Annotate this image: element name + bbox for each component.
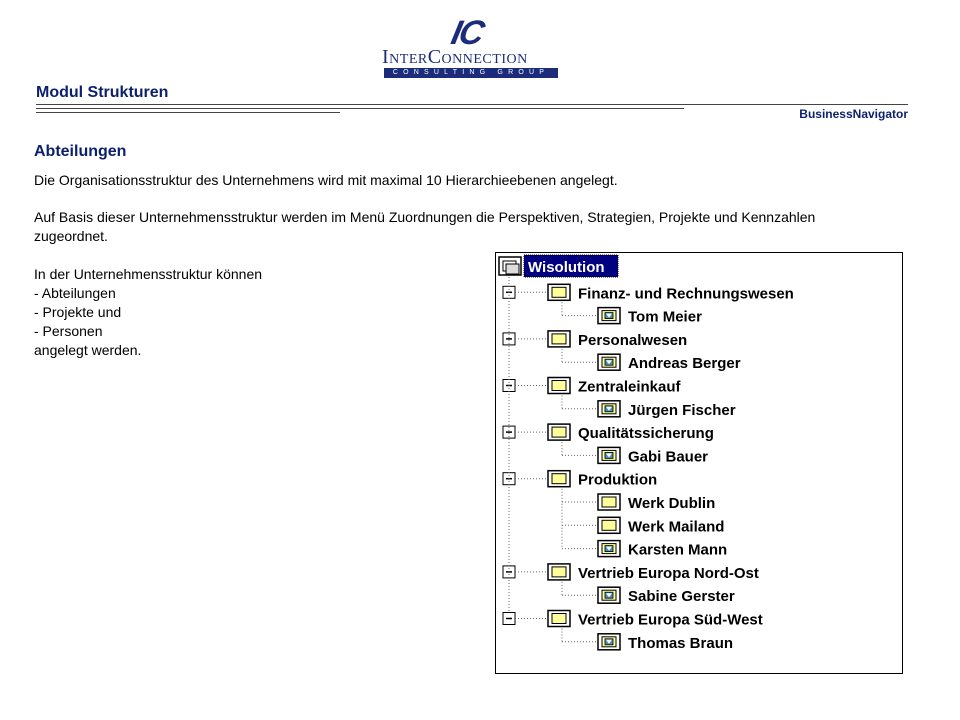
paragraph-structure: Die Organisationsstruktur des Unternehmens wird mit maximal 10 Hierarchieebenen angelegt. <box>34 172 618 188</box>
logo-name: InterConnection <box>382 46 528 68</box>
company-logo <box>380 14 560 80</box>
list-outro: angelegt werden. <box>34 342 142 358</box>
person-icon <box>598 541 620 557</box>
header-rule <box>36 108 684 109</box>
tree-department[interactable]: Vertrieb Europa Nord-Ost <box>578 564 759 582</box>
tree-person[interactable]: Sabine Gerster <box>628 588 735 606</box>
subunit-folder-icon <box>598 494 620 510</box>
tree-department[interactable]: Qualitätssicherung <box>578 425 714 443</box>
tree-department[interactable]: Produktion <box>578 471 658 489</box>
tree-department[interactable]: Zentraleinkauf <box>578 378 681 396</box>
root-windows-icon <box>499 257 521 275</box>
list-item: - Abteilungen <box>34 285 116 301</box>
tree-person[interactable]: Gabi Bauer <box>628 448 709 466</box>
department-folder-icon <box>548 284 570 300</box>
item-list <box>34 265 262 360</box>
person-icon <box>598 447 620 463</box>
department-folder-icon <box>548 471 570 487</box>
header-rule <box>36 112 340 113</box>
section-title: Abteilungen <box>34 143 127 160</box>
tree-subunit[interactable]: Werk Mailand <box>628 518 725 536</box>
department-folder-icon <box>548 378 570 394</box>
logo-mark: IC <box>447 14 487 52</box>
tree-department[interactable]: Personalwesen <box>578 331 688 349</box>
tree-department[interactable]: Vertrieb Europa Süd-West <box>578 611 763 629</box>
tree-subunit[interactable]: Werk Dublin <box>628 495 716 512</box>
tree-root-label[interactable]: Wisolution <box>528 259 605 276</box>
logo-tagline: CONSULTING GROUP <box>392 69 550 76</box>
department-folder-icon <box>548 331 570 347</box>
header-rule <box>36 104 908 105</box>
person-icon <box>598 587 620 603</box>
tree-department[interactable]: Finanz- und Rechnungswesen <box>578 285 794 303</box>
person-icon <box>598 401 620 417</box>
person-icon <box>598 634 620 650</box>
org-tree <box>496 253 902 673</box>
paragraph-assignments: Auf Basis dieser Unternehmensstruktur werden im Menü Zuordnungen die Perspektiven, Strategien, Projekte und Kennzahlen zugeordnet. <box>34 209 816 244</box>
person-icon <box>598 308 620 324</box>
tree-person[interactable]: Tom Meier <box>628 308 702 326</box>
module-title: Modul Strukturen <box>36 84 169 101</box>
navigator-label: BusinessNavigator <box>799 107 908 121</box>
list-intro: In der Unternehmensstruktur können <box>34 266 263 282</box>
department-folder-icon <box>548 424 570 440</box>
org-tree-panel <box>495 252 903 674</box>
tree-person[interactable]: Andreas Berger <box>628 355 741 373</box>
list-item: - Projekte und <box>34 304 122 320</box>
person-icon <box>598 354 620 370</box>
list-item: - Personen <box>34 323 103 339</box>
subunit-folder-icon <box>598 517 620 533</box>
department-folder-icon <box>548 611 570 627</box>
tree-person[interactable]: Karsten Mann <box>628 541 728 559</box>
tree-person[interactable]: Jürgen Fischer <box>628 401 736 419</box>
tree-person[interactable]: Thomas Braun <box>628 634 734 652</box>
department-folder-icon <box>548 564 570 580</box>
